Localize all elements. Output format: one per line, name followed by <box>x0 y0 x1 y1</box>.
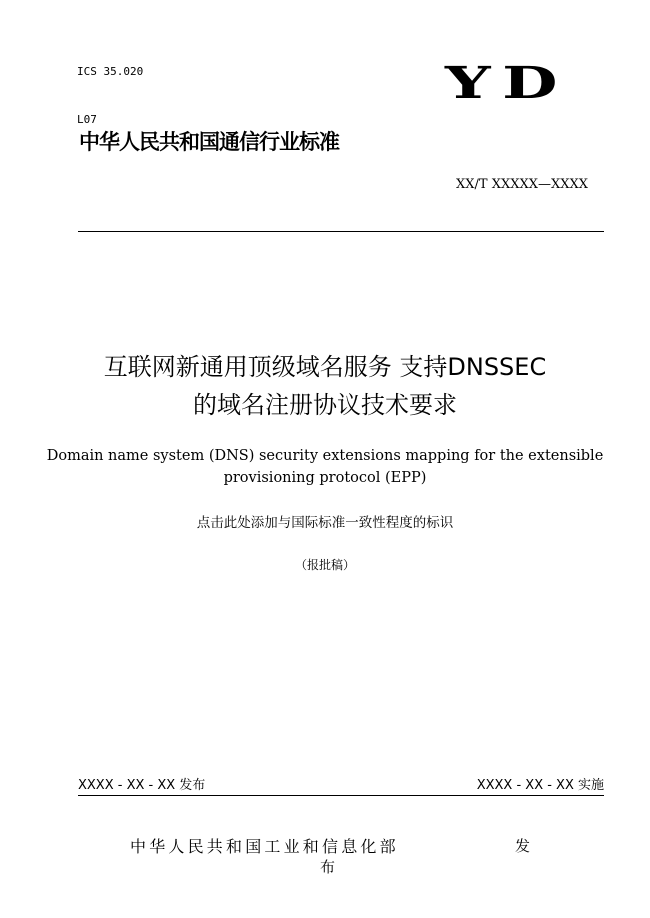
issue-word-fa: 发 <box>515 837 531 855</box>
organization-standard-title: 中华人民共和国通信行业标准 <box>79 130 339 154</box>
document-title-cn-line2: 的域名注册协议技术要求 <box>193 391 457 419</box>
document-title-en-line1: Domain name system (DNS) security extensions mapping for the extensible <box>46 448 604 464</box>
draft-stage: （报批稿） <box>294 558 355 572</box>
header-divider <box>78 231 604 232</box>
ccs-code: L07 <box>77 113 97 126</box>
yd-logo: YD <box>445 58 570 109</box>
publish-date: XXXX - XX - XX 发布 <box>78 778 206 793</box>
standard-number: XX/T XXXXX—XXXX <box>456 177 588 192</box>
implement-date: XXXX - XX - XX 实施 <box>476 778 604 793</box>
document-title-cn-line1: 互联网新通用顶级域名服务 支持DNSSEC <box>103 353 547 381</box>
issue-word-bu: 布 <box>320 858 336 876</box>
document-title-en-line2: provisioning protocol (EPP) <box>223 470 427 486</box>
footer-divider <box>78 795 604 796</box>
ics-code: ICS 35.020 <box>77 65 144 78</box>
issuing-authority: 中华人民共和国工业和信息化部 <box>130 837 399 856</box>
consistency-note: 点击此处添加与国际标准一致性程度的标识 <box>196 515 454 531</box>
